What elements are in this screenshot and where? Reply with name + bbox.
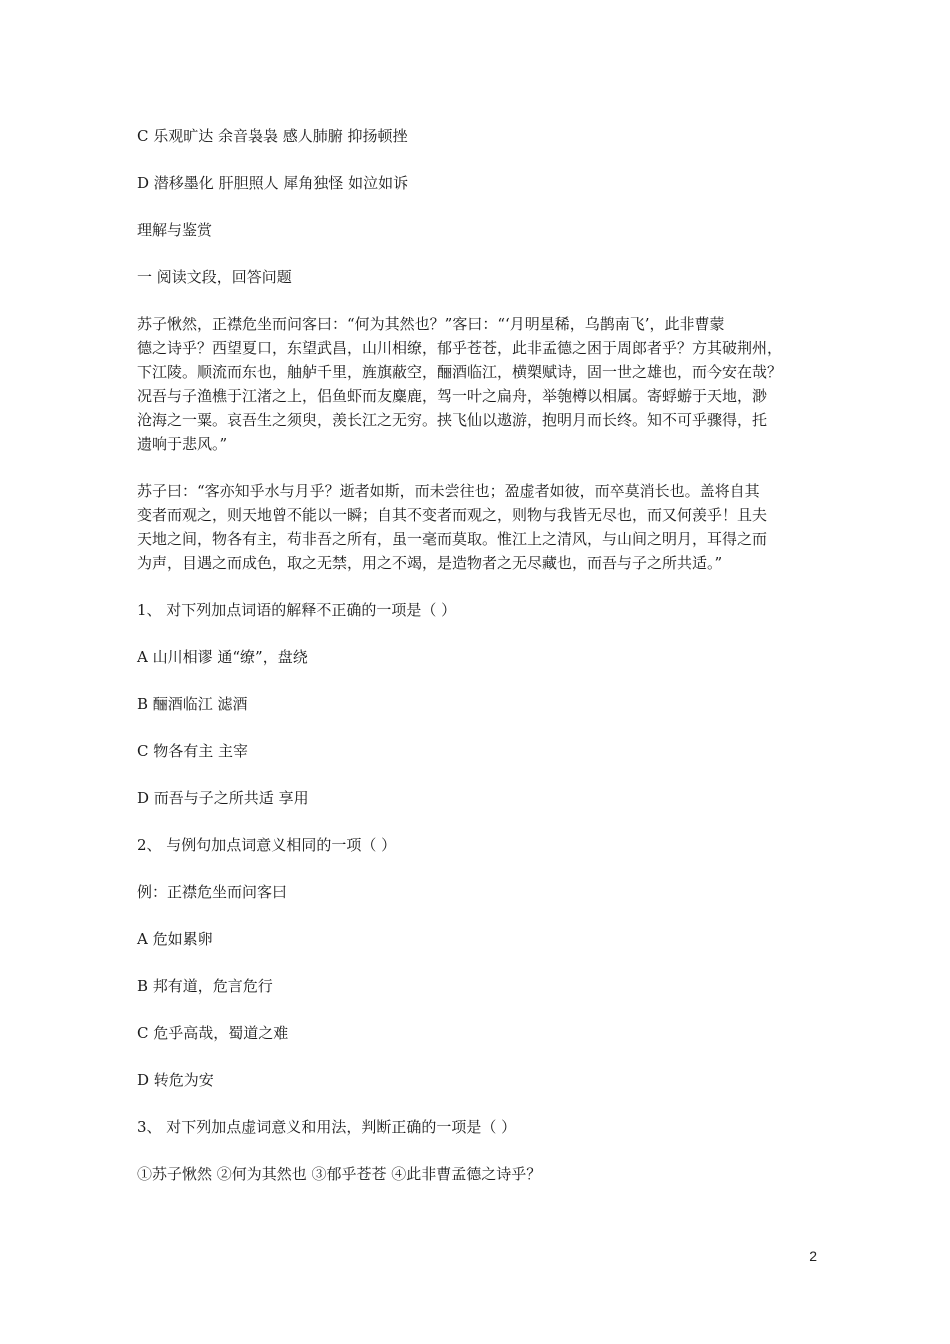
question-1-option-a: A 山川相谬 通“缭”，盘绕 [137, 648, 308, 666]
section-heading: 理解与鉴赏 [137, 221, 213, 239]
page-number: 2 [809, 1248, 817, 1264]
question-1-option-d: D 而吾与子之所共适 享用 [137, 789, 309, 807]
question-2-option-a: A 危如累卵 [137, 930, 213, 948]
question-3-items: ①苏子愀然 ②何为其然也 ③郁乎苍苍 ④此非曹孟德之诗乎？ [137, 1165, 542, 1183]
instruction-heading: 一 阅读文段，回答问题 [137, 268, 292, 286]
passage-line: 为声，目遇之而成色，取之无禁，用之不竭，是造物者之无尽藏也，而吾与子之所共适。” [137, 554, 723, 572]
question-1-option-b: B 酾酒临江 滤酒 [137, 695, 248, 713]
document-body [137, 124, 822, 1186]
passage-line: 况吾与子渔樵于江渚之上，侣鱼虾而友麋鹿，驾一叶之扁舟，举匏樽以相属。寄蜉蝣于天地，渺 [137, 387, 768, 405]
passage-line: 遗响于悲风。” [137, 435, 228, 453]
question-2-example: 例：正襟危坐而问客曰 [137, 883, 288, 901]
question-1-option-c: C 物各有主 主宰 [137, 742, 249, 760]
question-2-option-d: D 转危为安 [137, 1071, 214, 1089]
passage-line: 变者而观之，则天地曾不能以一瞬；自其不变者而观之，则物与我皆无尽也，而又何羡乎！且夫 [137, 506, 768, 524]
passage-line: 苏子愀然，正襟危坐而问客曰：“何为其然也？”客曰：“‘月明星稀，乌鹊南飞’，此非曹蒙 [137, 315, 725, 333]
question-2-option-b: B 邦有道，危言危行 [137, 977, 273, 995]
question-2-option-c: C 危乎高哉，蜀道之难 [137, 1024, 289, 1042]
passage-line: 德之诗乎？西望夏口，东望武昌，山川相缭，郁乎苍苍，此非孟德之困于周郎者乎？方其破荆州， [137, 339, 783, 357]
passage-line: 沧海之一粟。哀吾生之须臾，羡长江之无穷。挟飞仙以遨游，抱明月而长终。知不可乎骤得，托 [137, 411, 768, 429]
question-1-stem: 1、 对下列加点词语的解释不正确的一项是（ ） [137, 601, 457, 619]
option-c-line: C 乐观旷达 余音袅袅 感人肺腑 抑扬顿挫 [137, 127, 408, 145]
option-d-line: D 潜移墨化 肝胆照人 犀角独怪 如泣如诉 [137, 174, 409, 192]
passage-paragraph-2 [137, 479, 822, 575]
passage-line: 苏子曰：“客亦知乎水与月乎？逝者如斯，而未尝往也；盈虚者如彼，而卒莫消长也。盖将自其 [137, 482, 760, 500]
question-3-stem: 3、 对下列加点虚词意义和用法，判断正确的一项是（ ） [137, 1118, 517, 1136]
passage-line: 下江陵。顺流而东也，舳舻千里，旌旗蔽空，酾酒临江，横槊赋诗，固一世之雄也，而今安在哉？ [137, 363, 783, 381]
passage-line: 天地之间，物各有主，苟非吾之所有，虽一毫而莫取。惟江上之清风，与山间之明月，耳得之而 [137, 530, 768, 548]
passage-paragraph-1 [137, 312, 822, 456]
question-2-stem: 2、 与例句加点词意义相同的一项（ ） [137, 836, 397, 854]
